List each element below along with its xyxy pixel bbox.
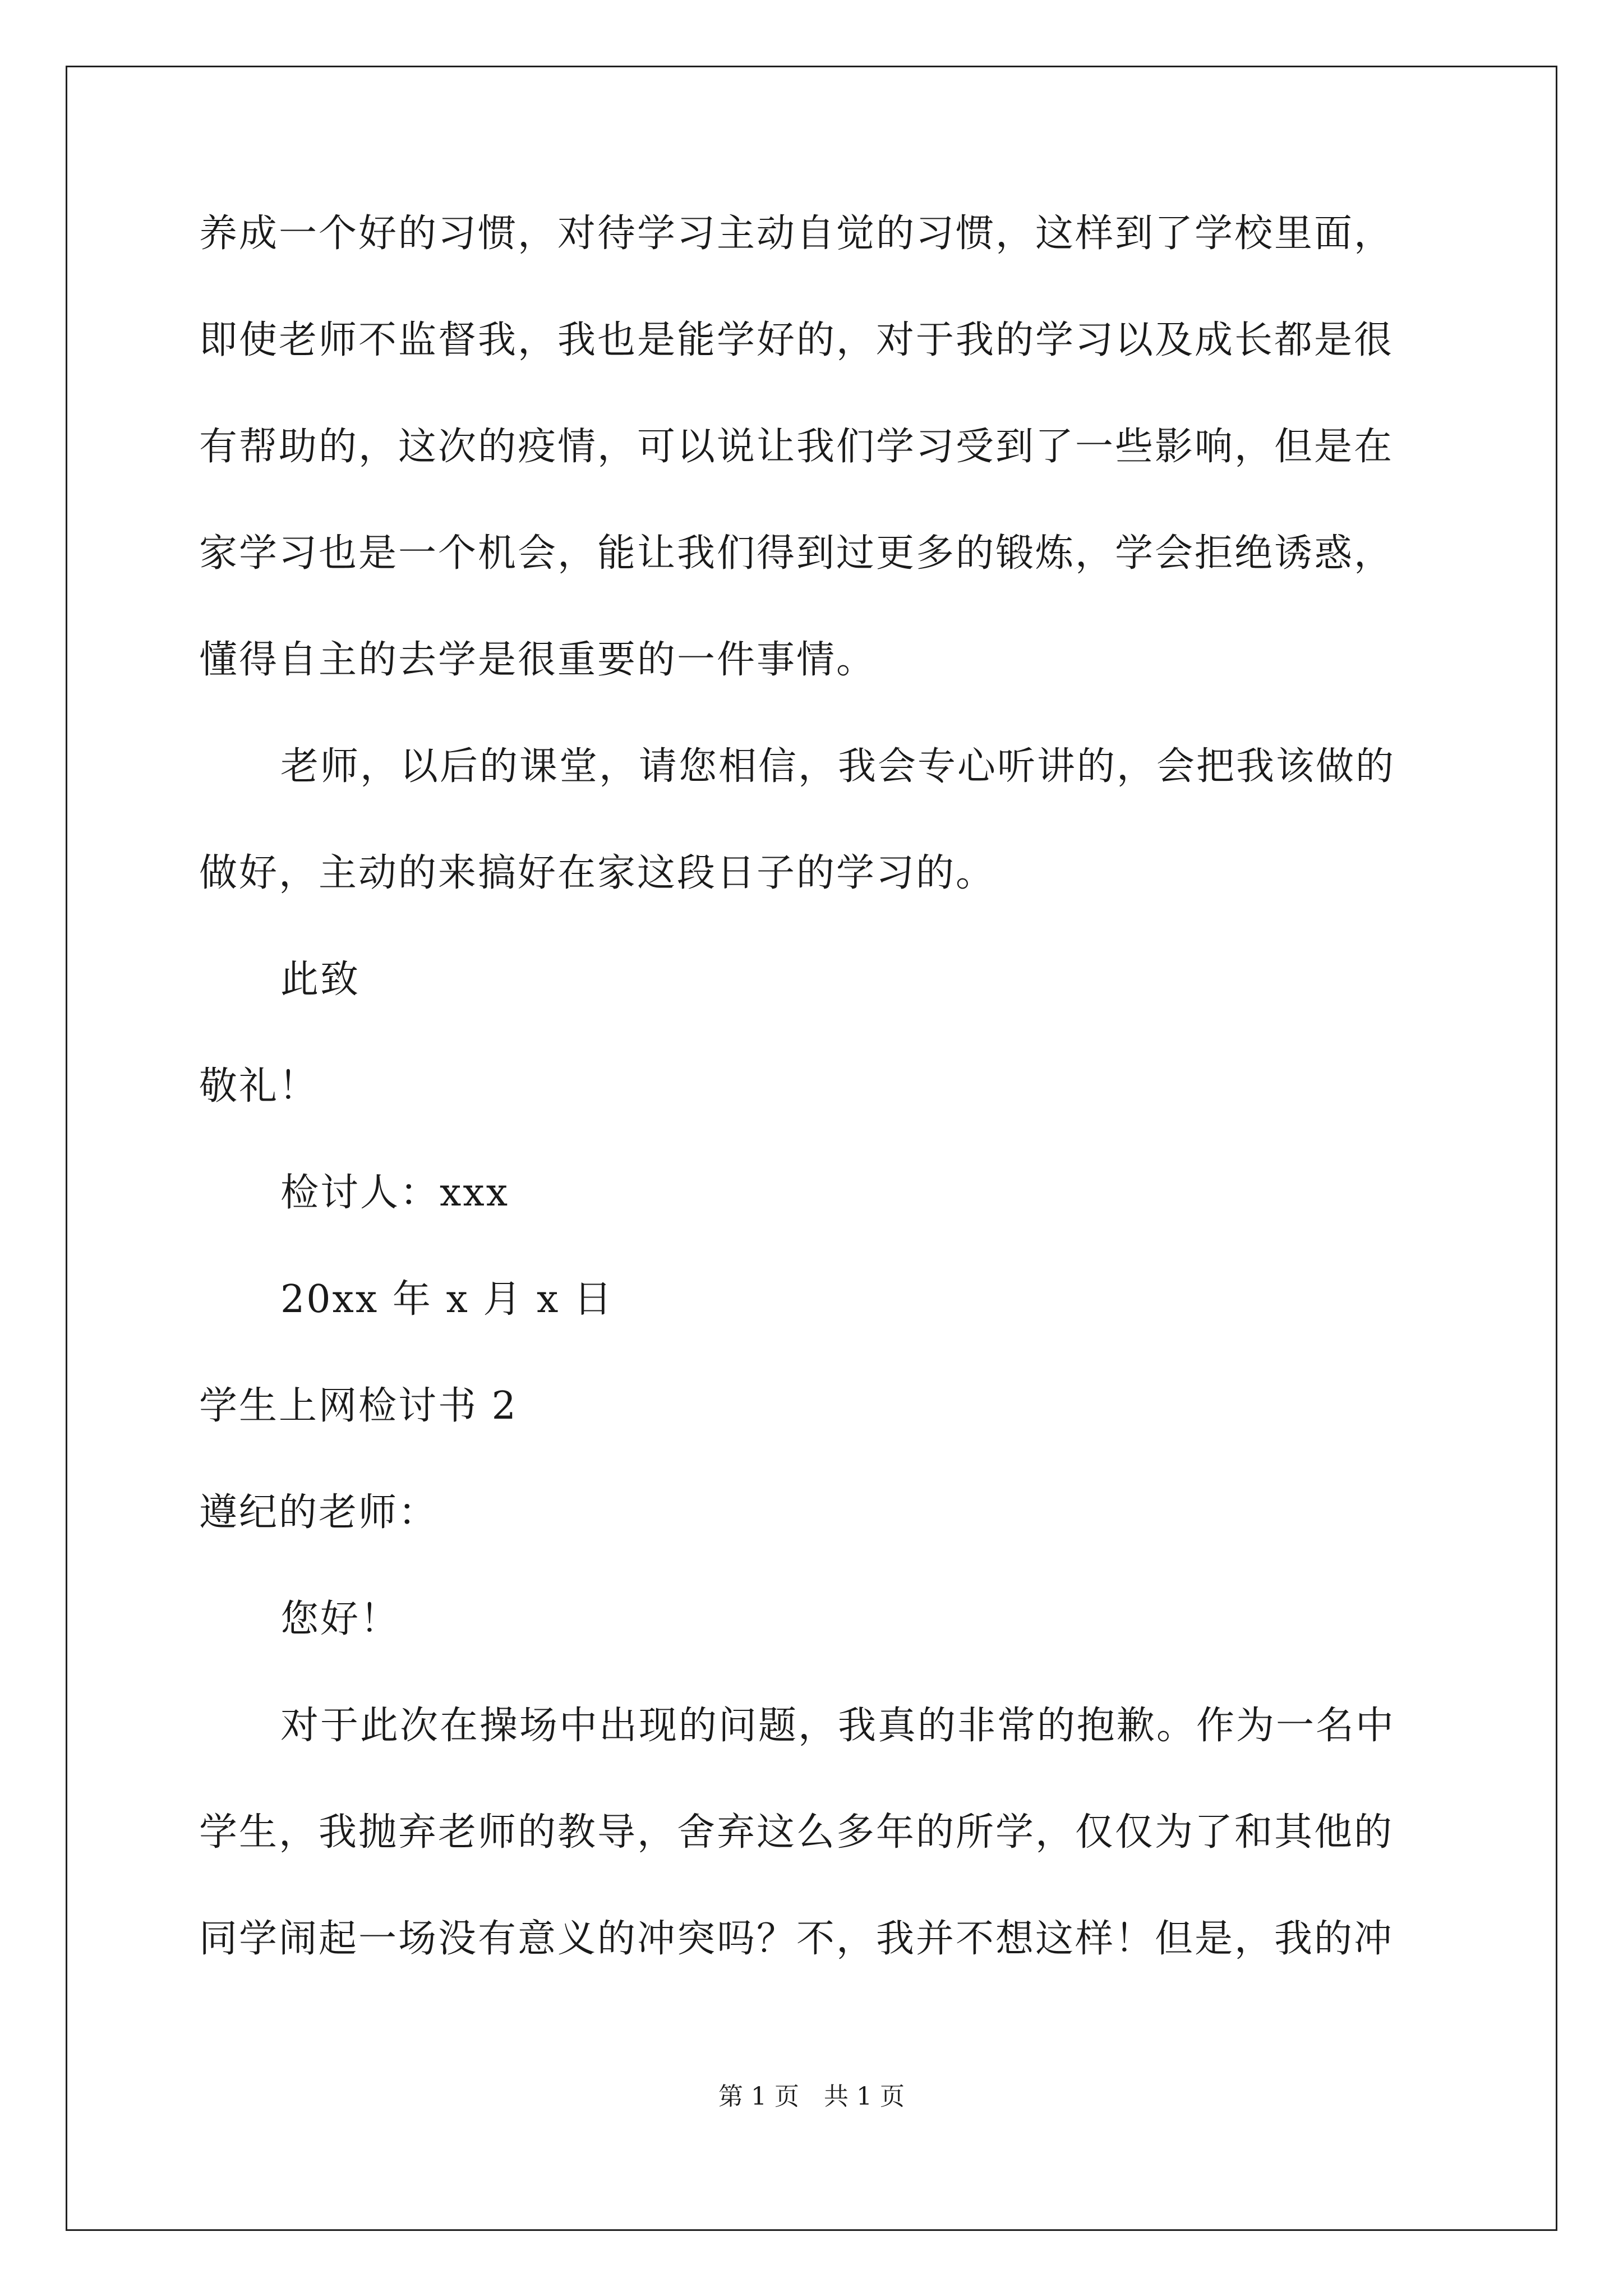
body-line-1: 养成一个好的习惯，对待学习主动自觉的习惯，这样到了学校里面，: [199, 211, 1394, 256]
signature-line: 检讨人：xxx: [280, 1171, 510, 1215]
page-border: [66, 66, 1557, 2231]
body-line-3: 有帮助的，这次的疫情，可以说让我们学习受到了一些影响，但是在: [199, 425, 1394, 469]
body-line-7: 做好，主动的来搞好在家这段日子的学习的。: [199, 851, 996, 895]
body-line-17: 同学闹起一场没有意义的冲突吗？不，我并不想这样！但是，我的冲: [199, 1917, 1394, 1961]
body-line-16: 学生，我抛弃老师的教导，舍弃这么多年的所学，仅仅为了和其他的: [199, 1810, 1394, 1855]
salutation-cizhi: 此致: [280, 958, 361, 1002]
footer-page-current: 第 1 页: [718, 2082, 799, 2111]
greeting-recipient: 遵纪的老师：: [199, 1490, 439, 1535]
date-line: 20xx 年 x 月 x 日: [280, 1277, 614, 1322]
section-title: 学生上网检讨书 2: [199, 1384, 518, 1428]
body-line-2: 即使老师不监督我，我也是能学好的，对于我的学习以及成长都是很: [199, 318, 1394, 362]
footer-page-total: 共 1 页: [824, 2082, 905, 2111]
body-line-15: 对于此次在操场中出现的问题，我真的非常的抱歉。作为一名中: [280, 1704, 1396, 1748]
body-line-5: 懂得自主的去学是很重要的一件事情。: [199, 638, 877, 682]
body-line-4: 家学习也是一个机会，能让我们得到过更多的锻炼，学会拒绝诱惑，: [199, 531, 1394, 576]
salutation-jingli: 敬礼！: [199, 1064, 319, 1108]
body-line-6: 老师，以后的课堂，请您相信，我会专心听讲的，会把我该做的: [280, 744, 1396, 789]
greeting-hello: 您好！: [280, 1597, 400, 1641]
page-footer: [0, 2080, 1623, 2114]
